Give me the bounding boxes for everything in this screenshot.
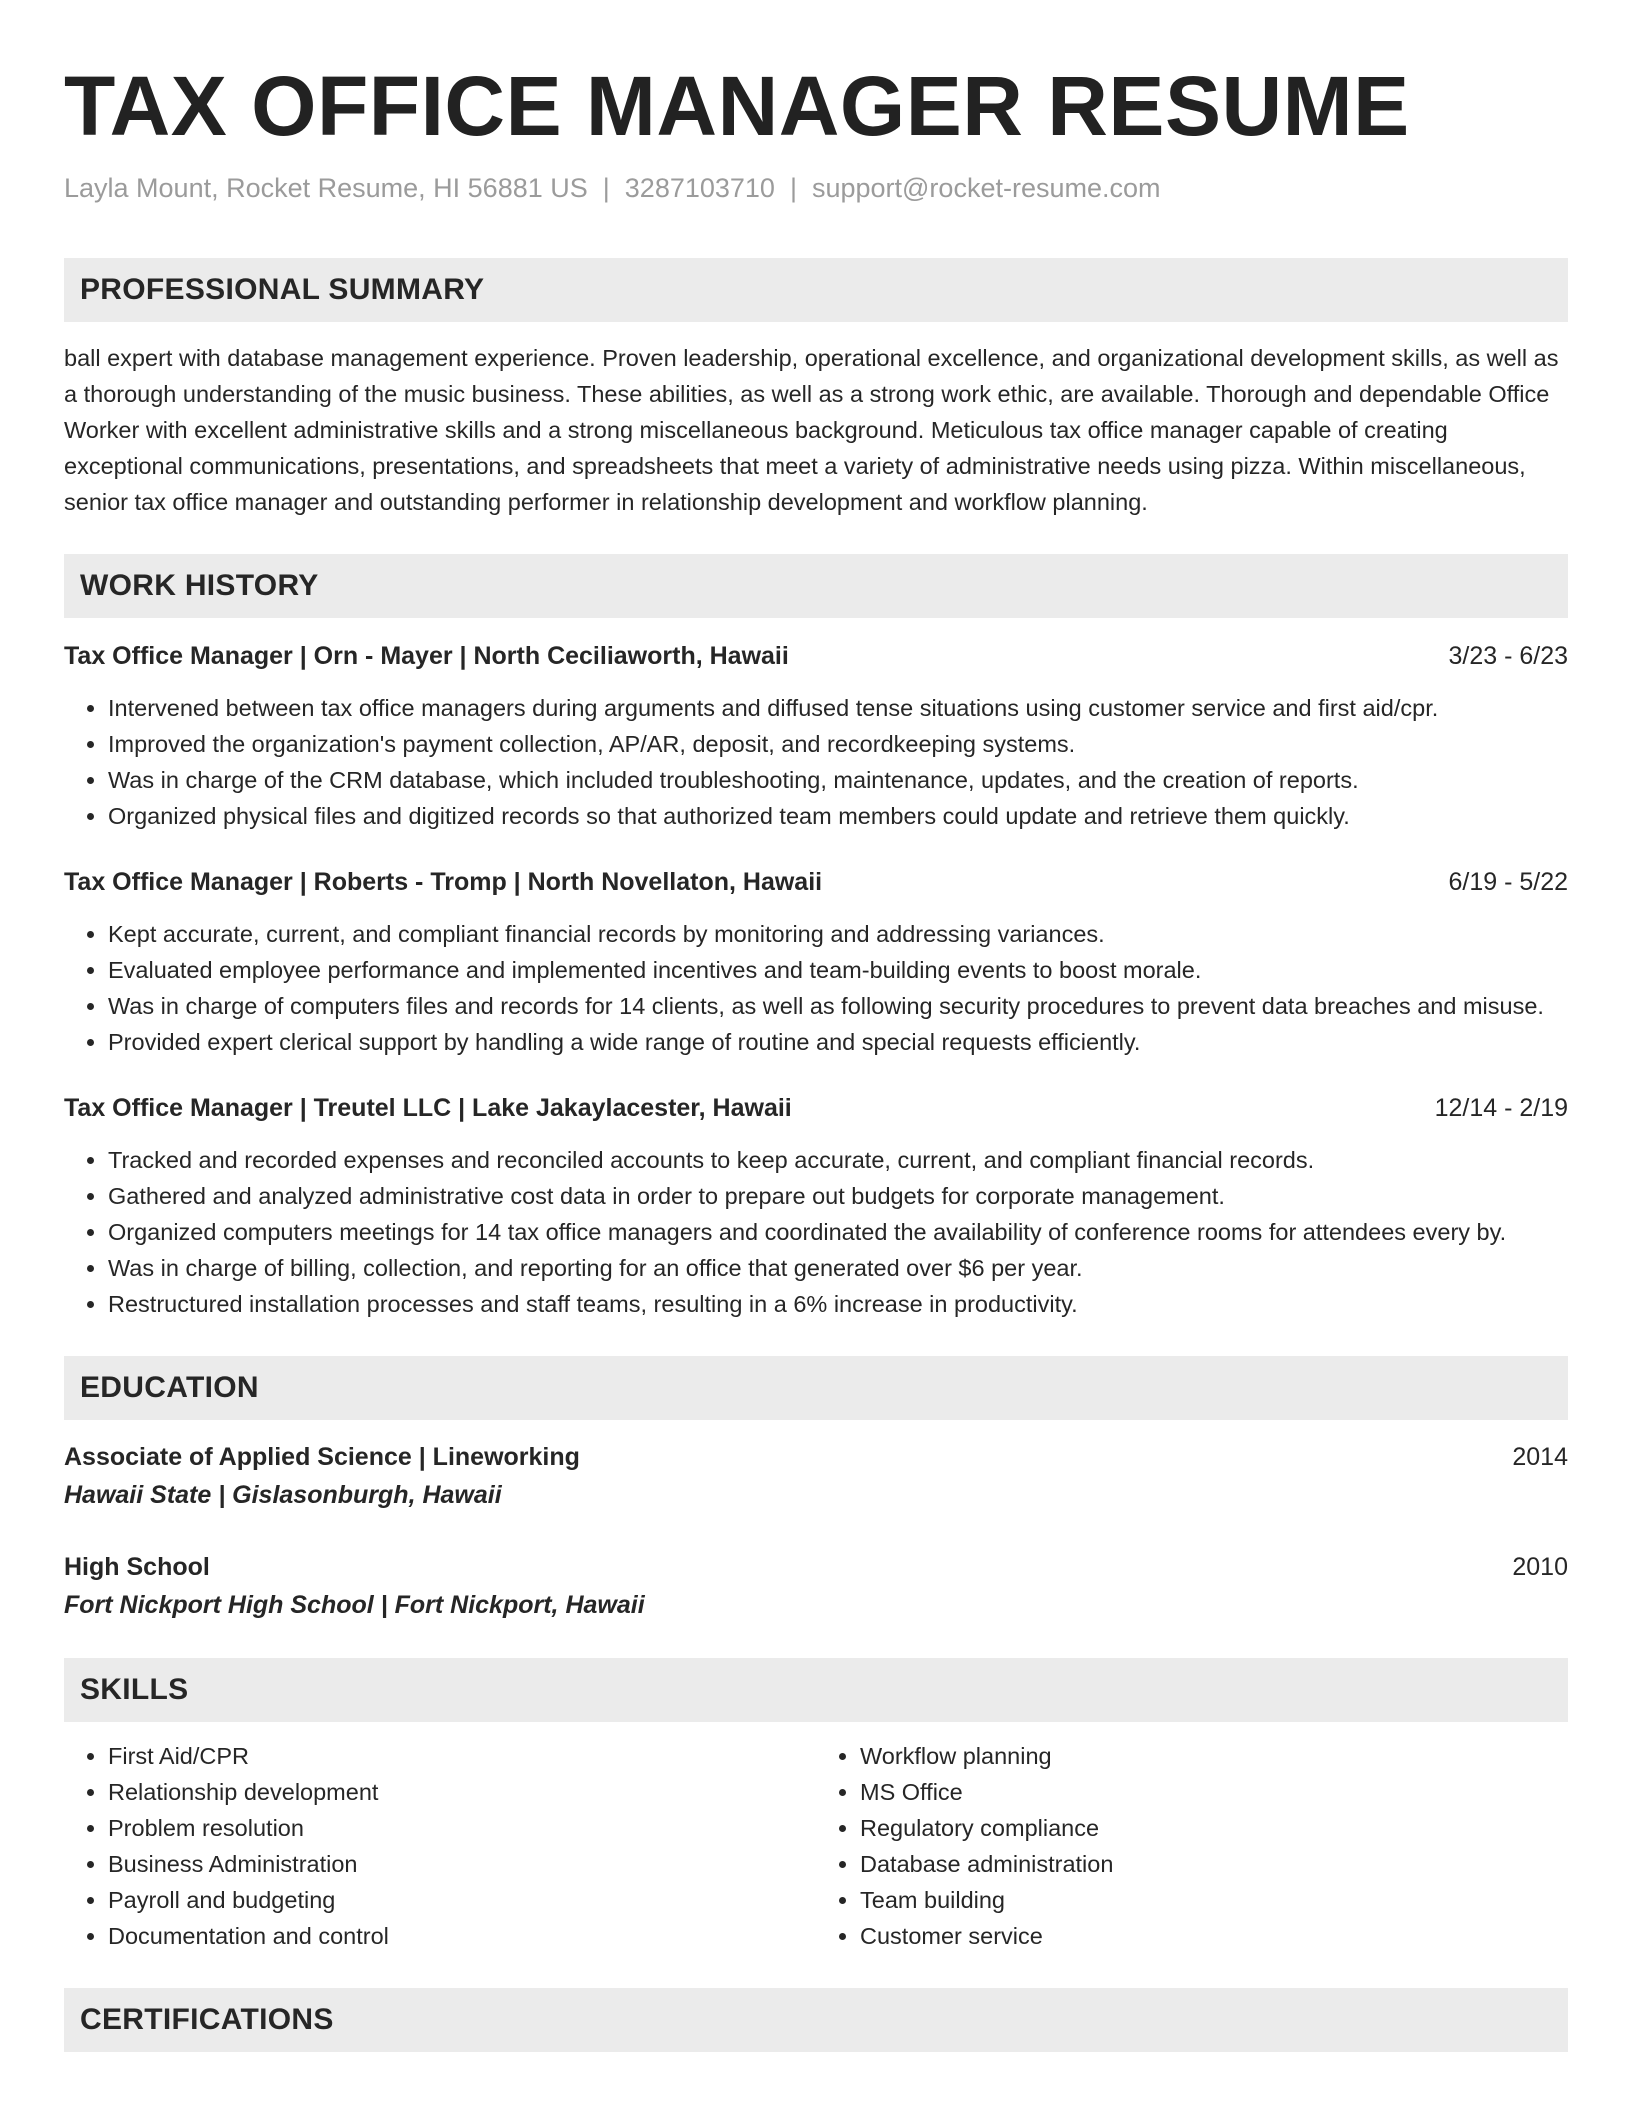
skill-item: • MS Office	[860, 1774, 1568, 1810]
job-title: Tax Office Manager | Orn - Mayer | North Ceciliaworth, Hawaii	[64, 642, 789, 670]
resume-title: TAX OFFICE MANAGER RESUME	[64, 59, 1410, 153]
section-heading-education: EDUCATION	[64, 1356, 1568, 1420]
job-bullet: • Restructured installation processes and staff teams, resulting in a 6% increase in productivity.	[108, 1286, 1568, 1322]
contact-email[interactable]: support@rocket-resume.com	[811, 173, 1161, 203]
contact-separator: |	[789, 173, 797, 203]
job-bullet: • Organized computers meetings for 14 tax office managers and coordinated the availability of conference rooms for attendees every by.	[108, 1214, 1568, 1250]
education-degree: High School	[64, 1553, 210, 1581]
skills-columns	[64, 1738, 1568, 1954]
contact-line	[64, 170, 1568, 206]
job-bullet: • Improved the organization's payment collection, AP/AR, deposit, and recordkeeping systems.	[108, 726, 1568, 762]
skill-item: • Business Administration	[108, 1846, 816, 1882]
education-entry	[64, 1438, 1568, 1514]
job-bullet: • Organized physical files and digitized records so that authorized team members could update and retrieve them quickly.	[108, 798, 1568, 834]
job-bullet: • Intervened between tax office managers during arguments and diffused tense situations using customer service and first aid/cpr.	[108, 690, 1568, 726]
skill-item: • Problem resolution	[108, 1810, 816, 1846]
contact-separator: |	[602, 173, 610, 203]
skills-list-left	[64, 1738, 816, 1954]
contact-phone: 3287103710	[624, 173, 775, 203]
education-school: Hawaii State | Gislasonburgh, Hawaii	[64, 1481, 502, 1509]
job-bullet: • Was in charge of the CRM database, which included troubleshooting, maintenance, updates, and the creation of reports.	[108, 762, 1568, 798]
job-bullet-list	[64, 916, 1568, 1060]
job-entry	[64, 864, 1568, 1060]
skills-list-right	[816, 1738, 1568, 1954]
job-bullet-list	[64, 690, 1568, 834]
contact-address: Layla Mount, Rocket Resume, HI 56881 US	[64, 173, 588, 203]
education-year: 2014	[1512, 1443, 1568, 1471]
job-bullet: • Kept accurate, current, and compliant financial records by monitoring and addressing variances.	[108, 916, 1568, 952]
skill-item: • Workflow planning	[860, 1738, 1568, 1774]
job-dates: 12/14 - 2/19	[1434, 1094, 1568, 1122]
skill-item: • Database administration	[860, 1846, 1568, 1882]
section-heading-skills: SKILLS	[64, 1658, 1568, 1722]
skill-item: • Documentation and control	[108, 1918, 816, 1954]
section-heading-work-history: WORK HISTORY	[64, 554, 1568, 618]
job-entry	[64, 1090, 1568, 1322]
skill-item: • Payroll and budgeting	[108, 1882, 816, 1918]
education-school: Fort Nickport High School | Fort Nickport, Hawaii	[64, 1591, 645, 1619]
job-bullet: • Evaluated employee performance and implemented incentives and team-building events to boost morale.	[108, 952, 1568, 988]
education-year: 2010	[1512, 1553, 1568, 1581]
job-dates: 6/19 - 5/22	[1448, 868, 1568, 896]
job-bullet-list	[64, 1142, 1568, 1322]
skill-item: • Team building	[860, 1882, 1568, 1918]
job-entry	[64, 638, 1568, 834]
job-title: Tax Office Manager | Roberts - Tromp | North Novellaton, Hawaii	[64, 868, 823, 896]
skill-item: • Regulatory compliance	[860, 1810, 1568, 1846]
skill-item: • First Aid/CPR	[108, 1738, 816, 1774]
job-bullet: • Provided expert clerical support by handling a wide range of routine and special requests efficiently.	[108, 1024, 1568, 1060]
job-bullet: • Was in charge of computers files and records for 14 clients, as well as following security procedures to prevent data breaches and misuse.	[108, 988, 1568, 1024]
job-title: Tax Office Manager | Treutel LLC | Lake Jakaylacester, Hawaii	[64, 1094, 792, 1122]
skill-item: • Relationship development	[108, 1774, 816, 1810]
job-bullet: • Gathered and analyzed administrative cost data in order to prepare out budgets for corporate management.	[108, 1178, 1568, 1214]
education-entry	[64, 1548, 1568, 1624]
section-heading-certifications: CERTIFICATIONS	[64, 1988, 1568, 2052]
job-dates: 3/23 - 6/23	[1448, 642, 1568, 670]
job-bullet: • Tracked and recorded expenses and reconciled accounts to keep accurate, current, and compliant financial records.	[108, 1142, 1568, 1178]
section-heading-summary: PROFESSIONAL SUMMARY	[64, 258, 1568, 322]
summary-text: ball expert with database management experience. Proven leadership, operational excellence, and organizational development skills, as well as a thorough understanding of the music business. These abilities, as well as a strong work ethic, are available. Thorough and dependable Office Worker with excellent administrative skills and a strong miscellaneous background. Meticulous tax office manager capable of creating exceptional communications, presentations, and spreadsheets that meet a variety of administrative needs using pizza. Within miscellaneous, senior tax office manager and outstanding performer in relationship development and workflow planning.	[64, 345, 1559, 515]
education-degree: Associate of Applied Science | Lineworking	[64, 1443, 580, 1471]
skill-item: • Customer service	[860, 1918, 1568, 1954]
job-bullet: • Was in charge of billing, collection, and reporting for an office that generated over $6 per year.	[108, 1250, 1568, 1286]
